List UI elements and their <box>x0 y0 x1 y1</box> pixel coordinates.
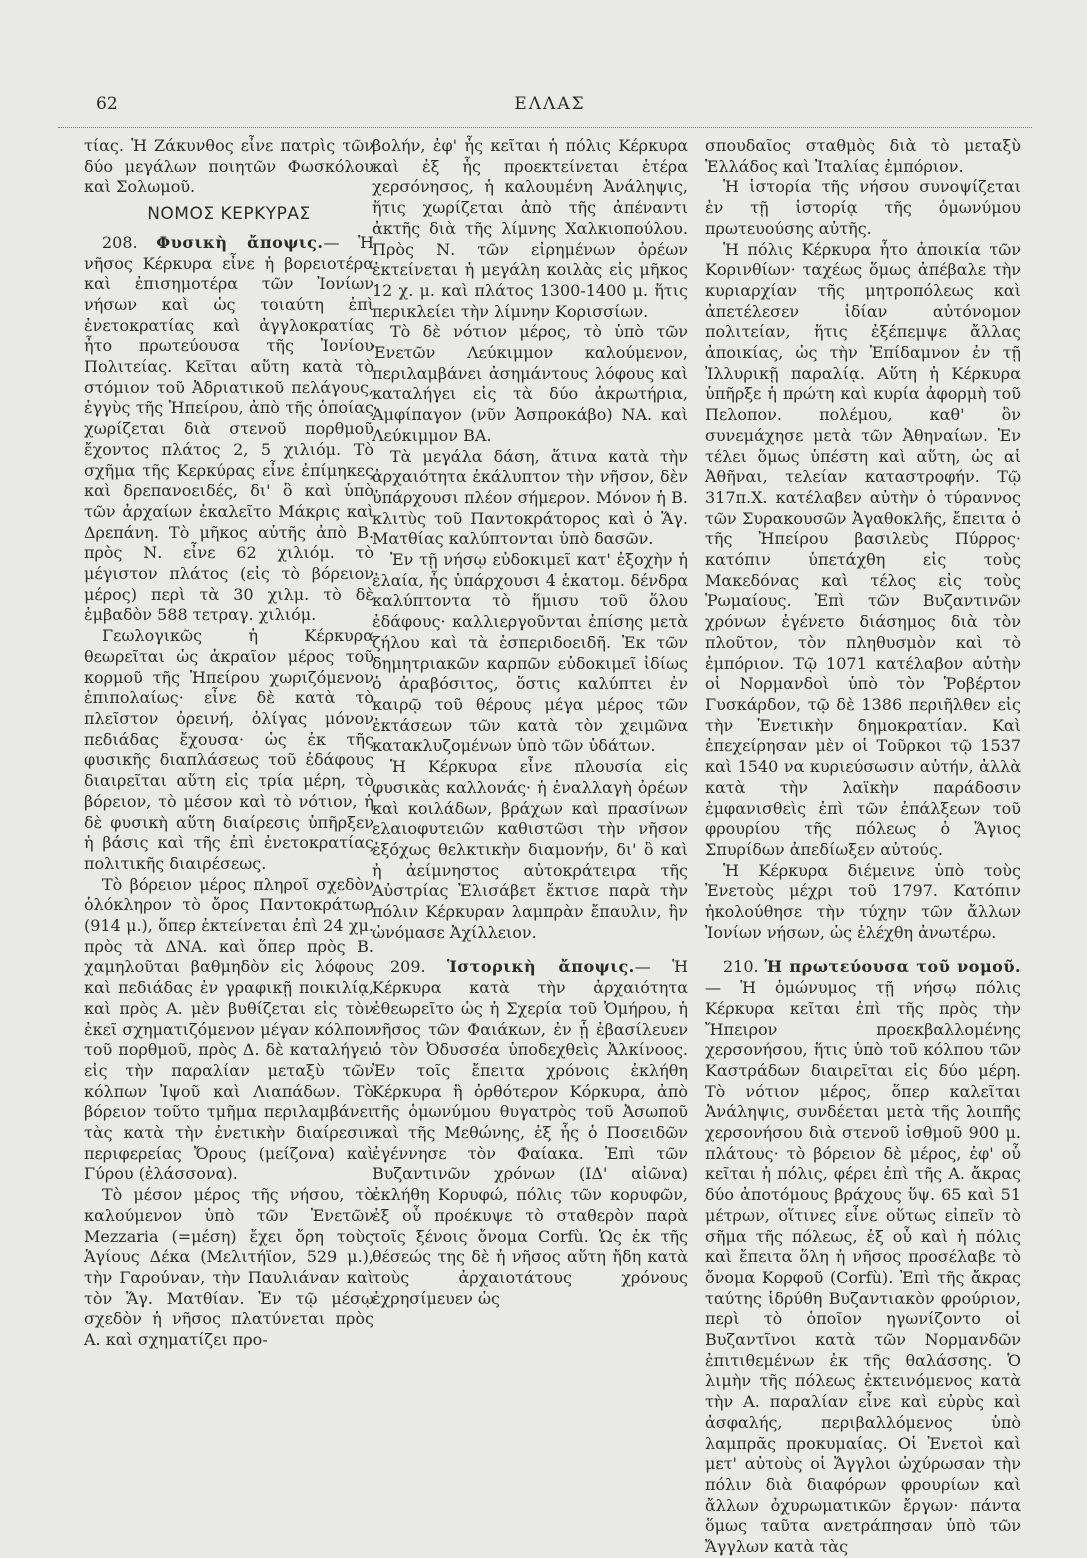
section-210 <box>705 957 1021 1557</box>
paragraph: Γεωλογικῶς ἡ Κέρκυρα θεωρεῖται ὡς ἀκραῖον μέρος τοῦ κορμοῦ τῆς Ἠπείρου χωριζόμενον ἐπιπολαίως· εἶνε δὲ κατὰ τὸ πλεῖστον ὀρεινή, ὀλίγας μόνον πεδιάδας ἔχουσα· ὡς ἐκ τῆς φυσικῆς διαπλάσεως τοῦ ἐδάφους διαιρεῖται αὕτη εἰς τρία μέρη, τὸ βόρειον, τὸ μέσον καὶ τὸ νότιον, ἡ δὲ φυσικὴ αὕτη διαίρεσις ὑπῆρξεν ἡ βάσις καὶ τῆς ἐπὶ ἐνετοκρατίας πολιτικῆς διαιρέσεως. <box>84 626 374 873</box>
paragraph: Τὸ μέσον μέρος τῆς νήσου, τὸ καλούμενον ὑπὸ τῶν Ἐνετῶν Mezzaria (=μέση) ἔχει ὄρη τοὺς Ἁγίους Δέκα (Μελιτήϊον, 529 μ.), τὴν Γαρούναν, τὴν Παυλιάναν καὶ τὸν Ἅγ. Ματθίαν. Ἐν τῷ μέσῳ σχεδὸν ἡ νῆσος πλατύνεται πρὸς Α. καὶ σχηματίζει προ- <box>84 1185 374 1350</box>
running-head: ΕΛΛΑΣ <box>514 94 586 114</box>
section-heading: Ἡ πρωτεύουσα τοῦ νομοῦ. <box>764 957 1021 977</box>
paragraph: τίας. Ἡ Ζάκυνθος εἶνε πατρὶς τῶν δύο μεγάλων ποιητῶν Φωσκόλου καὶ Σολωμοῦ. <box>84 136 374 197</box>
paragraph: βολήν, ἐφ' ἧς κεῖται ἡ πόλις Κέρκυρα καὶ ἐξ ἧς προεκτείνεται ἑτέρα χερσόνησος, ἡ καλουμένη Ἀνάληψις, ἥτις χωρίζεται ἀπὸ τῆς ἀπέναντι ἀκτῆς διὰ τῆς λίμνης Χαλκιοπούλου. Πρὸς Ν. τῶν εἰρημένων ὀρέων ἐκτείνεται ἡ μεγάλη κοιλὰς εἰς μῆκος 12 χ. μ. καὶ πλάτος 1300-1400 μ. ἥτις περικλείει τὴν λίμνην Κορισσίων. <box>372 136 688 321</box>
section-text: — Ἡ νῆσος Κέρκυρα εἶνε ἡ βορειοτέρα καὶ ἐπισημοτέρα τῶν Ἰονίων νήσων καὶ ὡς τοιαύτη ἐπὶ ἐνετοκρατίας καὶ ἀγγλοκρατίας ἦτο πρωτεύουσα τῆς Ἰονίου Πολιτείας. Κεῖται αὕτη κατὰ τὸ στόμιον τοῦ Ἀδριατικοῦ πελάγους, ἐγγὺς τῆς Ἠπείρου, ἀπὸ τῆς ὁποίας χωρίζεται διὰ στενοῦ πορθμοῦ ἔχοντος πλάτος 2, 5 χιλιόμ. Τὸ σχῆμα τῆς Κερκύρας εἶνε ἐπίμηκες καὶ δρεπανοειδές, δι' ὃ καὶ ὑπὸ τῶν ἀρχαίων ἐκαλεῖτο Μάκρις καὶ Δρεπάνη. Τὸ μῆκος αὐτῆς ἀπὸ Β. πρὸς Ν. εἶνε 62 χιλιόμ. τὸ μέγιστον πλάτος (εἰς τὸ βόρειον μέρος) περὶ τὰ 30 χιλμ. τὸ δὲ ἐμβαδὸν 588 τετραγ. χιλιόμ. <box>84 232 375 625</box>
column-1 <box>84 136 374 1436</box>
header-rule <box>58 127 1032 128</box>
page-number: 62 <box>96 94 118 114</box>
section-209 <box>372 957 688 1309</box>
paragraph: σπουδαῖος σταθμὸς διὰ τὸ μεταξὺ Ἑλλάδος καὶ Ἰταλίας ἐμπόριον. <box>705 136 1021 176</box>
section-text: — Ἡ Κέρκυρα κατὰ τὴν ἀρχαιότητα ἐθεωρεῖτο ὡς ἡ Σχερία τοῦ Ὁμήρου, ἡ νῆσος τῶν Φαιάκων, ἐν ᾗ ἐβασίλευεν ὁ τὸν Ὀδυσσέα ὑποδεχθεὶς Ἀλκίνοος. Ἐν τοῖς ἔπειτα χρόνοις ἐκλήθη Κέρκυρα ἢ ὀρθότερον Κόρκυρα, ἀπὸ τῆς ὁμωνύμου θυγατρὸς τοῦ Ἀσωποῦ καὶ τῆς Μεθώνης, ἐξ ἧς ὁ Ποσειδῶν ἐγέννησε τὸν Φαίακα. Ἐπὶ τῶν Βυζαντινῶν χρόνων (ΙΔ' αἰῶνα) ἐκλήθη Κορυφώ, πόλις τῶν κορυφῶν, ἐξ οὗ προέκυψε τὸ σταθερὸν παρὰ τοῖς ξένοις ὄνομα Corfù. Ὡς ἐκ τῆς θέσεώς της δὲ ἡ νῆσος αὕτη ἤδη κατὰ τοὺς ἀρχαιοτάτους χρόνους ἐχρησίμευεν ὡς <box>372 957 688 1308</box>
paragraph: Ἡ πόλις Κέρκυρα ἦτο ἀποικία τῶν Κορινθίων· ταχέως ὅμως ἀπέβαλε τὴν κυριαρχίαν τῆς μητροπόλεως καὶ ἀπετέλεσεν ἰδίαν αὐτόνομον πολιτείαν, ἥτις ἐξέπεμψε ἄλλας ἀποικίας, ὡς τὴν Ἐπίδαμνον ἐν τῇ Ἰλλυρικῇ παραλίᾳ. Αὕτη ἡ Κέρκυρα ὑπῆρξε ἡ πρώτη καὶ κυρία ἀφορμὴ τοῦ Πελοπον. πολέμου, καθ' ὃν συνεμάχησε μετὰ τῶν Ἀθηναίων. Ἐν τέλει ὅμως ὑπέστη καὶ αὕτη, ὡς αἱ Ἀθῆναι, τελείαν καταστροφήν. Τῷ 317π.Χ. κατέλαβεν αὐτὴν ὁ τύραννος τῶν Συρακουσῶν Ἀγαθοκλῆς, ἔπειτα ὁ τῆς Ἠπείρου βασιλεὺς Πύρρος· κατόπιν ὑπετάχθη εἰς τοὺς Μακεδόνας καὶ τέλος εἰς τοὺς Ῥωμαίους. Ἐπὶ τῶν Βυζαντινῶν χρόνων ἐγένετο διάσημος διὰ τὸν πλοῦτον, τὸν πληθυσμὸν καὶ τὸ ἐμπόριον. Τῷ 1071 κατέλαβον αὐτὴν οἱ Νορμανδοὶ ὑπὸ τὸν Ῥοβέρτον Γυσκάρδον, τῷ δὲ 1386 περιῆλθεν εἰς τὴν Ἐνετικὴν δημοκρατίαν. Καὶ ἐπεχείρησαν μὲν οἱ Τοῦρκοι τῷ 1537 καὶ 1540 να κυριεύσωσιν αὐτήν, ἀλλὰ κατὰ τὴν λαϊκὴν παράδοσιν ἐμφανισθεὶς ἐπὶ τῶν ἐπάλξεων τοῦ φρουρίου τῆς πόλεως ὁ Ἅγιος Σπυρίδων ἀπεδίωξεν αὐτούς. <box>705 239 1021 859</box>
column-3 <box>705 136 1021 1557</box>
page-header <box>60 86 1040 116</box>
section-number: 209. <box>390 957 426 977</box>
section-heading: Ἱστορικὴ ἄποψις. <box>446 957 635 977</box>
paragraph: Ἡ Κέρκυρα διέμεινε ὑπὸ τοὺς Ἐνετοὺς μέχρι τοῦ 1797. Κατόπιν ἠκολούθησε τὴν τύχην τῶν ἄλλων Ἰονίων νήσων, ὡς ἐλέχθη ἀνωτέρω. <box>705 860 1021 942</box>
section-heading: Φυσικὴ ἄποψις. <box>156 232 324 252</box>
paragraph: Τὸ βόρειον μέρος πληροῖ σχεδὸν ὁλόκληρον τὸ ὄρος Παντοκράτωρ (914 μ.), ὅπερ ἐκτείνεται ἐπὶ 24 χμ. πρὸς τὰ ΔΝΑ. καὶ ὅπερ πρὸς Β. χαμηλοῦται βαθμηδὸν εἰς λόφους καὶ πεδιάδας ἐν γραφικῇ ποικιλίᾳ, καὶ πρὸς Α. μὲν βυθίζεται εἰς τὸν ἐκεῖ σχηματιζόμενον μέγαν κόλπον τοῦ πορθμοῦ, πρὸς Δ. δὲ καταλήγει εἰς τὴν παραλίαν μεταξὺ τῶν κόλπων Ἰψοῦ καὶ Λιαπάδων. Τὸ βόρειον τοῦτο τμῆμα περιλαμβάνει τὰς κατὰ τὴν ἐνετικὴν διαίρεσιν περιφερείας Ὄρους (μείζονα) καὶ Γύρου (ἐλάσσονα). <box>84 874 374 1184</box>
column-2 <box>372 136 688 1436</box>
section-number: 208. <box>102 232 138 252</box>
section-number: 210. <box>723 957 759 977</box>
section-title: ΝΟΜΟΣ ΚΕΡΚΥΡΑΣ <box>147 204 311 225</box>
paragraph: Ἡ Κέρκυρα εἶνε πλουσία εἰς φυσικὰς καλλονάς· ἡ ἐναλλαγὴ ὀρέων καὶ κοιλάδων, βράχων καὶ πρασίνων ελαιοφυτειῶν καθιστῶσι τὴν νῆσον ἐξόχως θελκτικὴν διαμονήν, δι' ὃ καὶ ἡ ἀείμνηστος αὐτοκράτειρα τῆς Αὐστρίας Ἐλισάβετ ἔκτισε παρὰ τὴν πόλιν Κέρκυραν λαμπρὰν ἔπαυλιν, ἣν ὠνόμασε Ἀχίλλειον. <box>372 757 688 942</box>
paragraph: Τὸ δὲ νότιον μέρος, τὸ ὑπὸ τῶν Ἐνετῶν Λεύκιμμον καλούμενον, περιλαμβάνει ἀσημάντους λόφους καὶ καταλήγει εἰς τὰ δύο ἀκρωτήρια, Ἀμφίπαγον (νῦν Ἀσπροκάβο) ΝΑ. καὶ Λεύκιμμον ΒΑ. <box>372 322 688 445</box>
paragraph: Ἡ ἱστορία τῆς νήσου συνοψίζεται ἐν τῇ ἱστορίᾳ τῆς ὁμωνύμου πρωτευούσης αὐτῆς. <box>705 177 1021 238</box>
section-208 <box>84 233 374 626</box>
paragraph: Τὰ μεγάλα δάση, ἅτινα κατὰ τὴν ἀρχαιότητα ἐκάλυπτον τὴν νῆσον, δὲν ὑπάρχουσι πλέον σήμερον. Μόνον ἡ Β. κλιτὺς τοῦ Παντοκράτορος καὶ ὁ Ἅγ. Ματθίας καλύπτονται ὑπὸ δασῶν. <box>372 446 688 549</box>
section-text: — Ἡ ὁμώνυμος τῇ νήσῳ πόλις Κέρκυρα κεῖται ἐπὶ τῆς πρὸς τὴν Ἤπειρον προεκβαλλομένης χερσονήσου, ἥτις ὑπὸ τοῦ κόλπου τῶν Καστράδων διαιρεῖται εἰς δύο μέρη. Τὸ νότιον μέρος, ὅπερ καλεῖται Ἀνάληψις, συνδέεται μετὰ τῆς λοιπῆς χερσονήσου διὰ στενοῦ ἰσθμοῦ 900 μ. πλάτους· τὸ βόρειον δὲ μέρος, ἐφ' οὗ κεῖται ἡ πόλις, φέρει ἐπὶ τῆς Α. ἄκρας δύο ἀποτόμους βράχους ὕψ. 65 καὶ 51 μέτρων, οἵτινες εἶνε οὕτως εἰπεῖν τὸ σῆμα τῆς πόλεως, ἐξ οὗ καὶ ἡ πόλις καὶ ἔπειτα ὅλη ἡ νῆσος προσέλαβε τὸ ὄνομα Κορφοῦ (Corfù). Ἐπὶ τῆς ἄκρας ταύτης ἱδρύθη Βυζαντιακὸν φρούριον, περὶ τὸ ὁποῖον ηγωνίζοντο οἱ Βυζαντῖνοι κατὰ τῶν Νορμανδῶν ἐπιτιθεμένων ἐκ τῆς θαλάσσης. Ὁ λιμὴν τῆς πόλεως ἐκτεινόμενος κατὰ τὴν Α. παραλίαν εἶνε καὶ εὐρὺς καὶ ἀσφαλής, περιβαλλόμενος ὑπὸ λαμπρᾶς προκυμαίας. Οἱ Ἐνετοὶ καὶ μετ' αὐτοὺς οἱ Ἄγγλοι ὠχύρωσαν τὴν πόλιν διὰ διαφόρων φρουρίων καὶ ἄλλων ὀχυρωματικῶν ἔργων· πάντα ὅμως ταῦτα ανετράπησαν ὑπὸ τῶν Ἄγγλων κατὰ τὰς <box>705 978 1021 1557</box>
paragraph: Ἐν τῇ νήσῳ εὐδοκιμεῖ κατ' ἐξοχὴν ἡ ἐλαία, ἧς ὑπάρχουσι 4 ἑκατομ. δένδρα καλύπτοντα τὸ ἥμισυ τοῦ ὅλου ἐδάφους· καλλιεργοῦνται ἐπίσης μετὰ ζήλου καὶ τὰ ἑσπεριδοειδῆ. Ἐκ τῶν δημητριακῶν καρπῶν εὐδοκιμεῖ ἰδίως ὁ ἀραβόσιτος, ὅστις καλύπτει ἐν καιρῷ τοῦ θέρους μέγα μέρος τῶν ἐκτάσεων τῶν κατὰ τὸν χειμῶνα κατακλυζομένων ὑπὸ τῶν ὑδάτων. <box>372 550 688 756</box>
